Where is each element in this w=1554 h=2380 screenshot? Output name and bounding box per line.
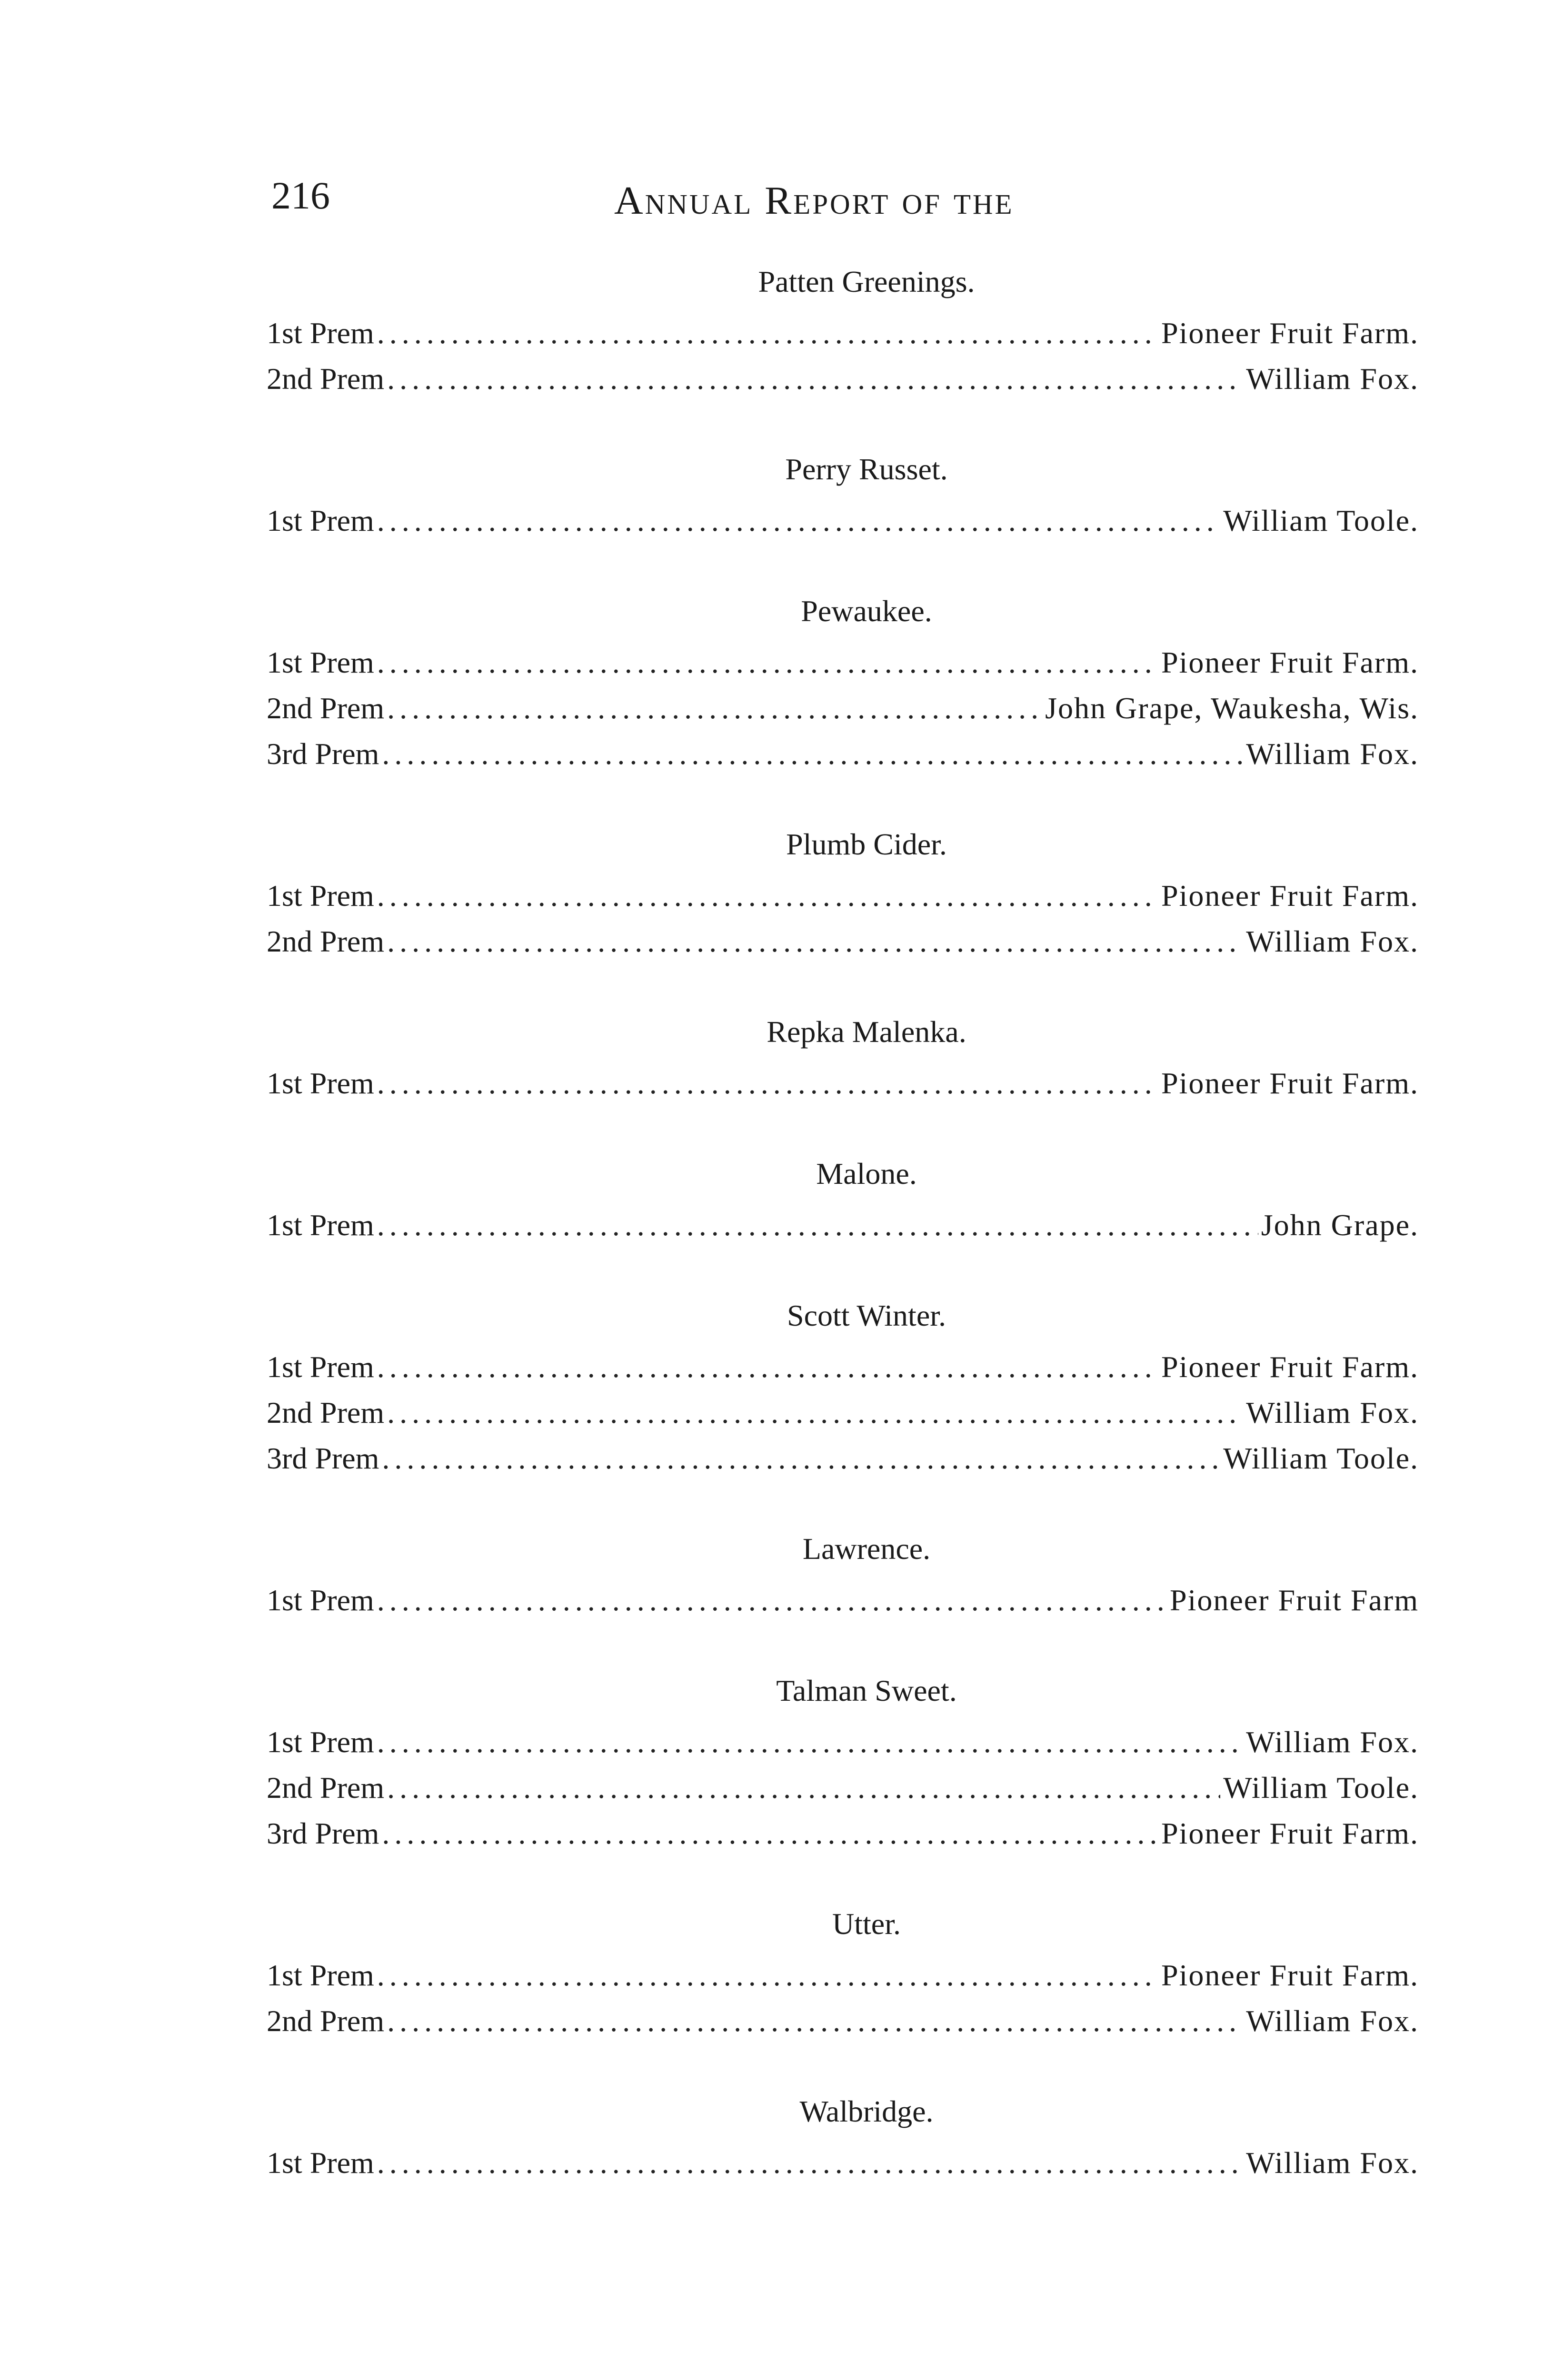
- dot-leader: [377, 310, 1158, 356]
- premium-winner: William Fox.: [1246, 1725, 1419, 1759]
- premium-place: 1st Prem: [267, 1725, 374, 1759]
- premium-place: 1st Prem: [267, 1958, 374, 1992]
- premium-place: 1st Prem: [267, 879, 374, 912]
- premium-place: 1st Prem: [267, 504, 374, 537]
- premium-entry: [267, 356, 1419, 402]
- dot-leader: [387, 1765, 1220, 1811]
- dot-leader: [382, 1436, 1220, 1481]
- dot-leader: [377, 1344, 1158, 1390]
- premium-winner: Pioneer Fruit Farm.: [1161, 1958, 1419, 1992]
- premium-entry: [267, 1436, 1419, 1481]
- dot-leader: [377, 1719, 1243, 1765]
- dot-leader: [382, 731, 1243, 777]
- variety-section: [267, 829, 1419, 964]
- premium-place: 2nd Prem: [267, 1771, 385, 1805]
- dot-leader: [377, 1953, 1158, 1998]
- variety-section: [267, 1300, 1419, 1481]
- variety-title: Scott Winter.: [787, 1299, 946, 1332]
- variety-title: Utter.: [832, 1907, 901, 1941]
- dot-leader: [387, 685, 1042, 731]
- dot-leader: [387, 919, 1243, 964]
- variety-section: [267, 1159, 1419, 1248]
- dot-leader: [377, 1202, 1258, 1248]
- premium-winner: William Toole.: [1223, 1771, 1419, 1805]
- premium-place: 1st Prem: [267, 2146, 374, 2180]
- premium-winner: Pioneer Fruit Farm.: [1161, 316, 1419, 350]
- variety-section: [267, 596, 1419, 777]
- premium-winner: Pioneer Fruit Farm.: [1161, 645, 1419, 679]
- variety-section: [267, 1909, 1419, 2044]
- premium-place: 1st Prem: [267, 316, 374, 350]
- page-number: 216: [271, 174, 330, 217]
- premium-winner: William Fox.: [1246, 2146, 1419, 2180]
- premium-entry: [267, 1390, 1419, 1436]
- variety-title: Repka Malenka.: [767, 1015, 966, 1049]
- variety-title: Plumb Cider.: [786, 827, 947, 861]
- premium-place: 3rd Prem: [267, 1441, 379, 1475]
- variety-title: Talman Sweet.: [776, 1674, 957, 1707]
- dot-leader: [377, 1577, 1167, 1623]
- premium-entry: [267, 1344, 1419, 1390]
- variety-title: Walbridge.: [799, 2094, 934, 2128]
- premium-place: 1st Prem: [267, 1350, 374, 1384]
- premium-winner: William Fox.: [1246, 2004, 1419, 2038]
- variety-title: Malone.: [816, 1157, 917, 1190]
- premium-entry: [267, 1577, 1419, 1623]
- premium-winner: Pioneer Fruit Farm.: [1161, 1066, 1419, 1100]
- premium-entry: [267, 2140, 1419, 2186]
- premium-entry: [267, 1953, 1419, 1998]
- premium-place: 2nd Prem: [267, 2004, 385, 2038]
- premium-list: [267, 267, 1419, 2238]
- premium-place: 3rd Prem: [267, 1816, 379, 1850]
- premium-winner: Pioneer Fruit Farm: [1169, 1583, 1419, 1617]
- premium-entry: [267, 1719, 1419, 1765]
- premium-place: 2nd Prem: [267, 1396, 385, 1429]
- premium-place: 2nd Prem: [267, 362, 385, 396]
- premium-winner: William Fox.: [1246, 1396, 1419, 1429]
- variety-section: [267, 267, 1419, 402]
- variety-section: [267, 454, 1419, 544]
- premium-place: 1st Prem: [267, 645, 374, 679]
- premium-entry: [267, 1811, 1419, 1856]
- premium-entry: [267, 1202, 1419, 1248]
- premium-place: 2nd Prem: [267, 924, 385, 958]
- premium-entry: [267, 685, 1419, 731]
- premium-entry: [267, 1998, 1419, 2044]
- premium-entry: [267, 498, 1419, 544]
- variety-section: [267, 2096, 1419, 2186]
- premium-entry: [267, 731, 1419, 777]
- premium-winner: William Fox.: [1246, 924, 1419, 958]
- premium-entry: [267, 1765, 1419, 1811]
- premium-winner: John Grape, Waukesha, Wis.: [1045, 691, 1419, 725]
- running-head: Annual Report of the: [614, 178, 1014, 223]
- premium-place: 2nd Prem: [267, 691, 385, 725]
- premium-winner: William Toole.: [1223, 504, 1419, 537]
- premium-winner: William Fox.: [1246, 737, 1419, 771]
- variety-title: Perry Russet.: [785, 452, 948, 486]
- premium-winner: William Toole.: [1223, 1441, 1419, 1475]
- dot-leader: [387, 1390, 1243, 1436]
- dot-leader: [382, 1811, 1158, 1856]
- variety-section: [267, 1017, 1419, 1106]
- premium-winner: Pioneer Fruit Farm.: [1161, 1816, 1419, 1850]
- premium-entry: [267, 873, 1419, 919]
- premium-entry: [267, 919, 1419, 964]
- variety-section: [267, 1534, 1419, 1623]
- premium-place: 1st Prem: [267, 1208, 374, 1242]
- dot-leader: [377, 873, 1158, 919]
- premium-winner: Pioneer Fruit Farm.: [1161, 879, 1419, 912]
- premium-winner: William Fox.: [1246, 362, 1419, 396]
- premium-place: 1st Prem: [267, 1583, 374, 1617]
- variety-title: Patten Greenings.: [758, 265, 975, 298]
- variety-section: [267, 1676, 1419, 1856]
- premium-entry: [267, 640, 1419, 685]
- dot-leader: [387, 356, 1243, 402]
- premium-entry: [267, 1061, 1419, 1106]
- dot-leader: [387, 1998, 1243, 2044]
- premium-place: 1st Prem: [267, 1066, 374, 1100]
- variety-title: Lawrence.: [802, 1532, 931, 1566]
- premium-winner: Pioneer Fruit Farm.: [1161, 1350, 1419, 1384]
- premium-entry: [267, 310, 1419, 356]
- dot-leader: [377, 1061, 1158, 1106]
- variety-title: Pewaukee.: [801, 594, 932, 628]
- dot-leader: [377, 498, 1220, 544]
- premium-winner: John Grape.: [1261, 1208, 1419, 1242]
- dot-leader: [377, 640, 1158, 685]
- dot-leader: [377, 2140, 1243, 2186]
- premium-place: 3rd Prem: [267, 737, 379, 771]
